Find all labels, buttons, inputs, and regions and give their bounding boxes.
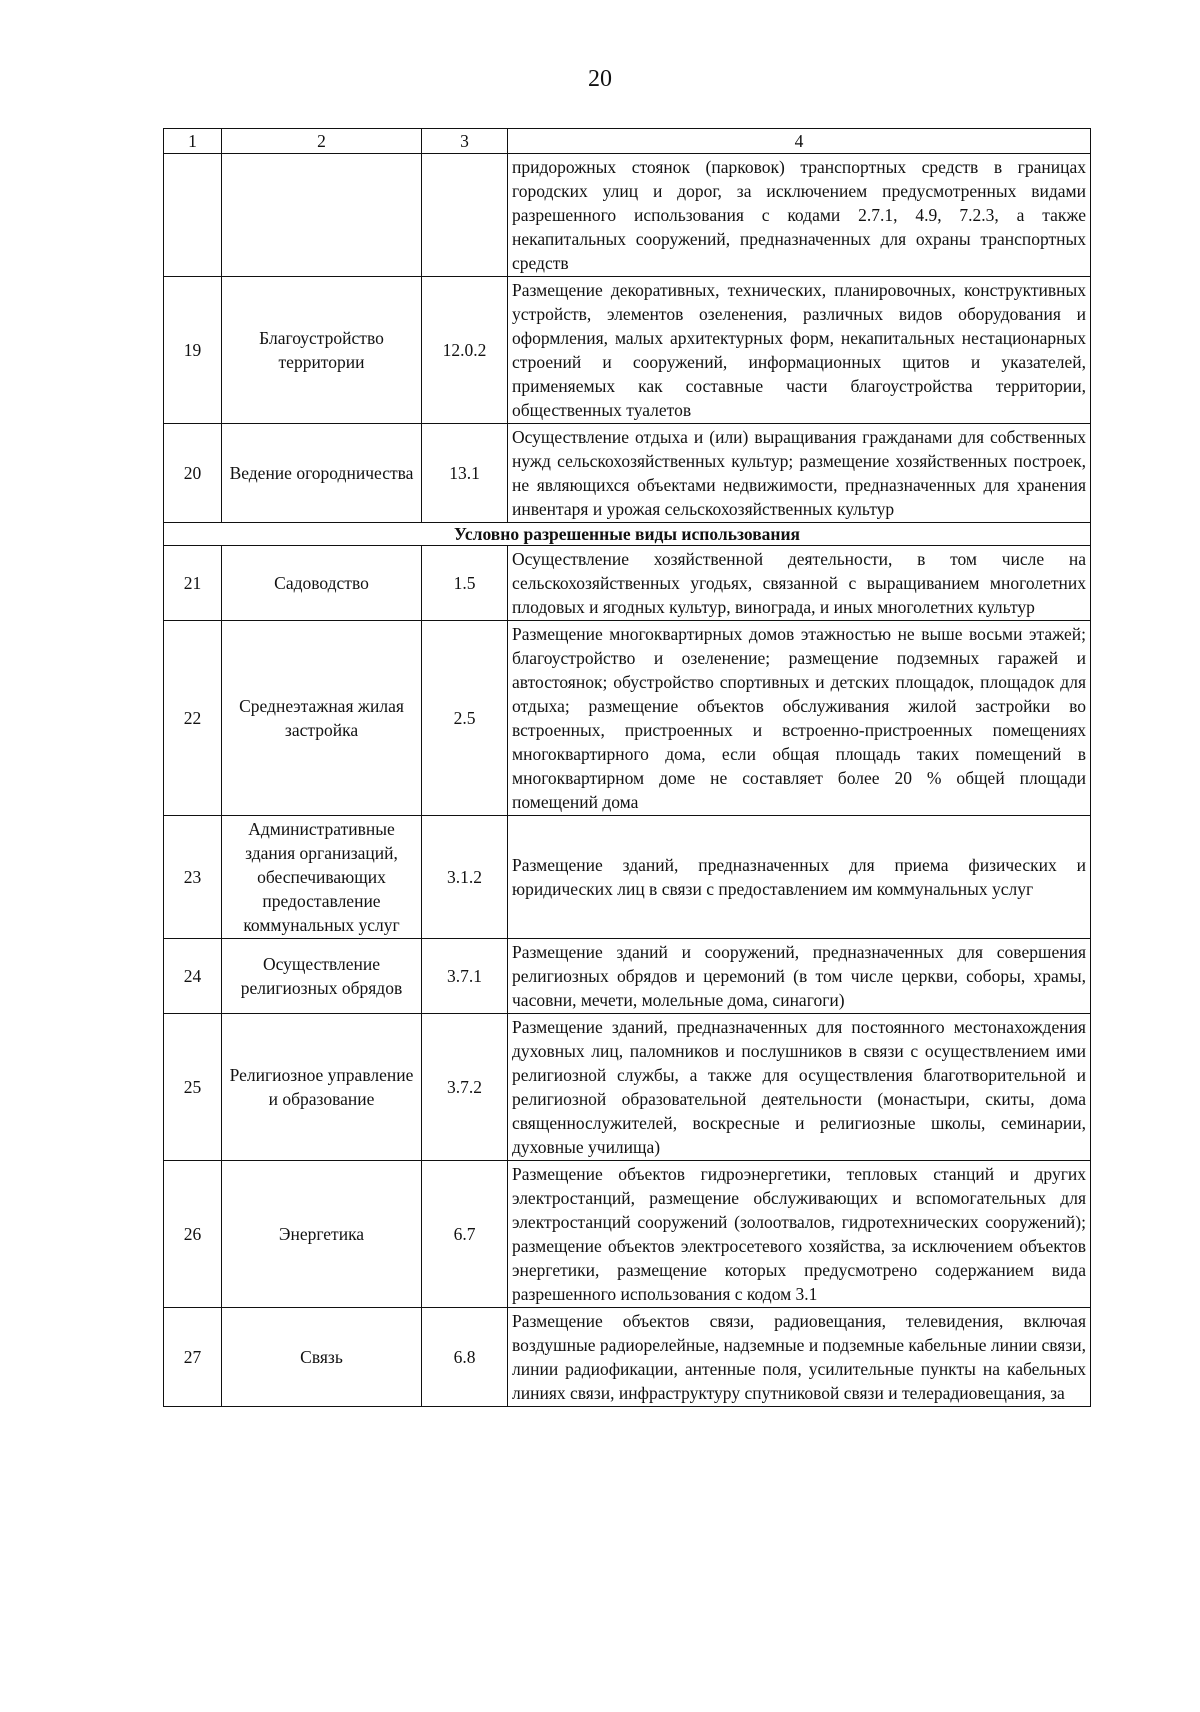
section-title: Условно разрешенные виды использования (164, 523, 1091, 546)
row-name-cell: Административные здания организаций, обеспечивающих предоставление коммунальных услуг (222, 816, 422, 939)
table-body-conditional (164, 546, 1091, 1407)
table-row (164, 939, 1091, 1014)
row-name-cell: Энергетика (222, 1161, 422, 1308)
row-name-cell (222, 154, 422, 277)
table-row (164, 1161, 1091, 1308)
row-description-cell: Размещение многоквартирных домов этажностью не выше восьми этажей; благоустройство и озеленение; размещение подземных гаражей и автостоянок; обустройство спортивных и детских площадок, площадок для отдыха; размещение объектов обслуживания жилой застройки во встроенных, пристроенных и встроенно-пристроенных помещениях многоквартирного дома, если общая площадь таких помещений в многоквартирном доме не составляет более 20 % общей площади помещений дома (508, 621, 1091, 816)
row-code-cell: 13.1 (422, 424, 508, 523)
row-name-cell: Садоводство (222, 546, 422, 621)
row-description-cell: придорожных стоянок (парковок) транспортных средств в границах городских улиц и дорог, за исключением предусмотренных видами разрешенного использования с кодами 2.7.1, 4.9, 7.2.3, а также некапитальных сооружений, предназначенных для охраны транспортных средств (508, 154, 1091, 277)
row-description-cell: Размещение объектов гидроэнергетики, тепловых станций и других электростанций, размещение обслуживающих и вспомогательных для электростанций сооружений (золоотвалов, гидротехнических сооружений); размещение объектов электросетевого хозяйства, за исключением объектов энергетики, размещение которых предусмотрено содержанием вида разрешенного использования с кодом 3.1 (508, 1161, 1091, 1308)
header-col-1: 1 (164, 129, 222, 154)
row-code-cell: 3.7.2 (422, 1014, 508, 1161)
row-name-cell: Осуществление религиозных обрядов (222, 939, 422, 1014)
table-row (164, 621, 1091, 816)
row-description-cell: Размещение объектов связи, радиовещания, телевидения, включая воздушные радиорелейные, надземные и подземные кабельные линии связи, линии радиофикации, антенные поля, усилительные пункты на кабельных линиях связи, инфраструктуру спутниковой связи и телерадиовещания, за (508, 1308, 1091, 1407)
row-number-cell: 24 (164, 939, 222, 1014)
table-row (164, 277, 1091, 424)
row-code-cell: 12.0.2 (422, 277, 508, 424)
row-number-cell: 22 (164, 621, 222, 816)
row-number-cell: 23 (164, 816, 222, 939)
row-code-cell: 6.7 (422, 1161, 508, 1308)
row-name-cell: Связь (222, 1308, 422, 1407)
row-name-cell: Ведение огородничества (222, 424, 422, 523)
row-name-cell: Среднеэтажная жилая застройка (222, 621, 422, 816)
row-name-cell: Религиозное управление и образование (222, 1014, 422, 1161)
row-number-cell (164, 154, 222, 277)
row-number-cell: 19 (164, 277, 222, 424)
row-code-cell: 6.8 (422, 1308, 508, 1407)
section-header-row (164, 523, 1091, 546)
row-description-cell: Размещение зданий и сооружений, предназначенных для совершения религиозных обрядов и церемоний (в том числе церкви, соборы, храмы, часовни, мечети, молельные дома, синагоги) (508, 939, 1091, 1014)
row-number-cell: 20 (164, 424, 222, 523)
header-col-2: 2 (222, 129, 422, 154)
row-description-cell: Размещение зданий, предназначенных для приема физических и юридических лиц в связи с предоставлением им коммунальных услуг (508, 816, 1091, 939)
row-name-cell: Благоустройство территории (222, 277, 422, 424)
table-row (164, 816, 1091, 939)
row-description-cell: Осуществление отдыха и (или) выращивания гражданами для собственных нужд сельскохозяйственных культур; размещение хозяйственных построек, не являющихся объектами недвижимости, предназначенных для хранения инвентаря и урожая сельскохозяйственных культур (508, 424, 1091, 523)
page-number: 20 (588, 66, 612, 92)
header-col-3: 3 (422, 129, 508, 154)
land-use-table (163, 128, 1091, 1407)
table-row (164, 154, 1091, 277)
table-row (164, 546, 1091, 621)
row-number-cell: 26 (164, 1161, 222, 1308)
column-number-header-row (164, 129, 1091, 154)
row-description-cell: Осуществление хозяйственной деятельности, в том числе на сельскохозяйственных угодьях, связанной с выращиванием многолетних плодовых и ягодных культур, винограда, и иных многолетних культур (508, 546, 1091, 621)
table-row (164, 424, 1091, 523)
table-body-section (164, 523, 1091, 546)
row-number-cell: 25 (164, 1014, 222, 1161)
row-code-cell: 2.5 (422, 621, 508, 816)
row-code-cell: 3.7.1 (422, 939, 508, 1014)
row-code-cell: 1.5 (422, 546, 508, 621)
row-number-cell: 21 (164, 546, 222, 621)
header-col-4: 4 (508, 129, 1091, 154)
table-row (164, 1308, 1091, 1407)
table-body-main (164, 129, 1091, 523)
table-row (164, 1014, 1091, 1161)
row-number-cell: 27 (164, 1308, 222, 1407)
row-description-cell: Размещение зданий, предназначенных для постоянного местонахождения духовных лиц, паломников и послушников в связи с осуществлением ими религиозной службы, а также для осуществления благотворительной и религиозной образовательной деятельности (монастыри, скиты, дома священнослужителей, воскресные и религиозные школы, семинарии, духовные училища) (508, 1014, 1091, 1161)
row-code-cell: 3.1.2 (422, 816, 508, 939)
row-code-cell (422, 154, 508, 277)
row-description-cell: Размещение декоративных, технических, планировочных, конструктивных устройств, элементов озеленения, различных видов оборудования и оформления, малых архитектурных форм, некапитальных нестационарных строений и сооружений, информационных щитов и указателей, применяемых как составные части благоустройства территории, общественных туалетов (508, 277, 1091, 424)
